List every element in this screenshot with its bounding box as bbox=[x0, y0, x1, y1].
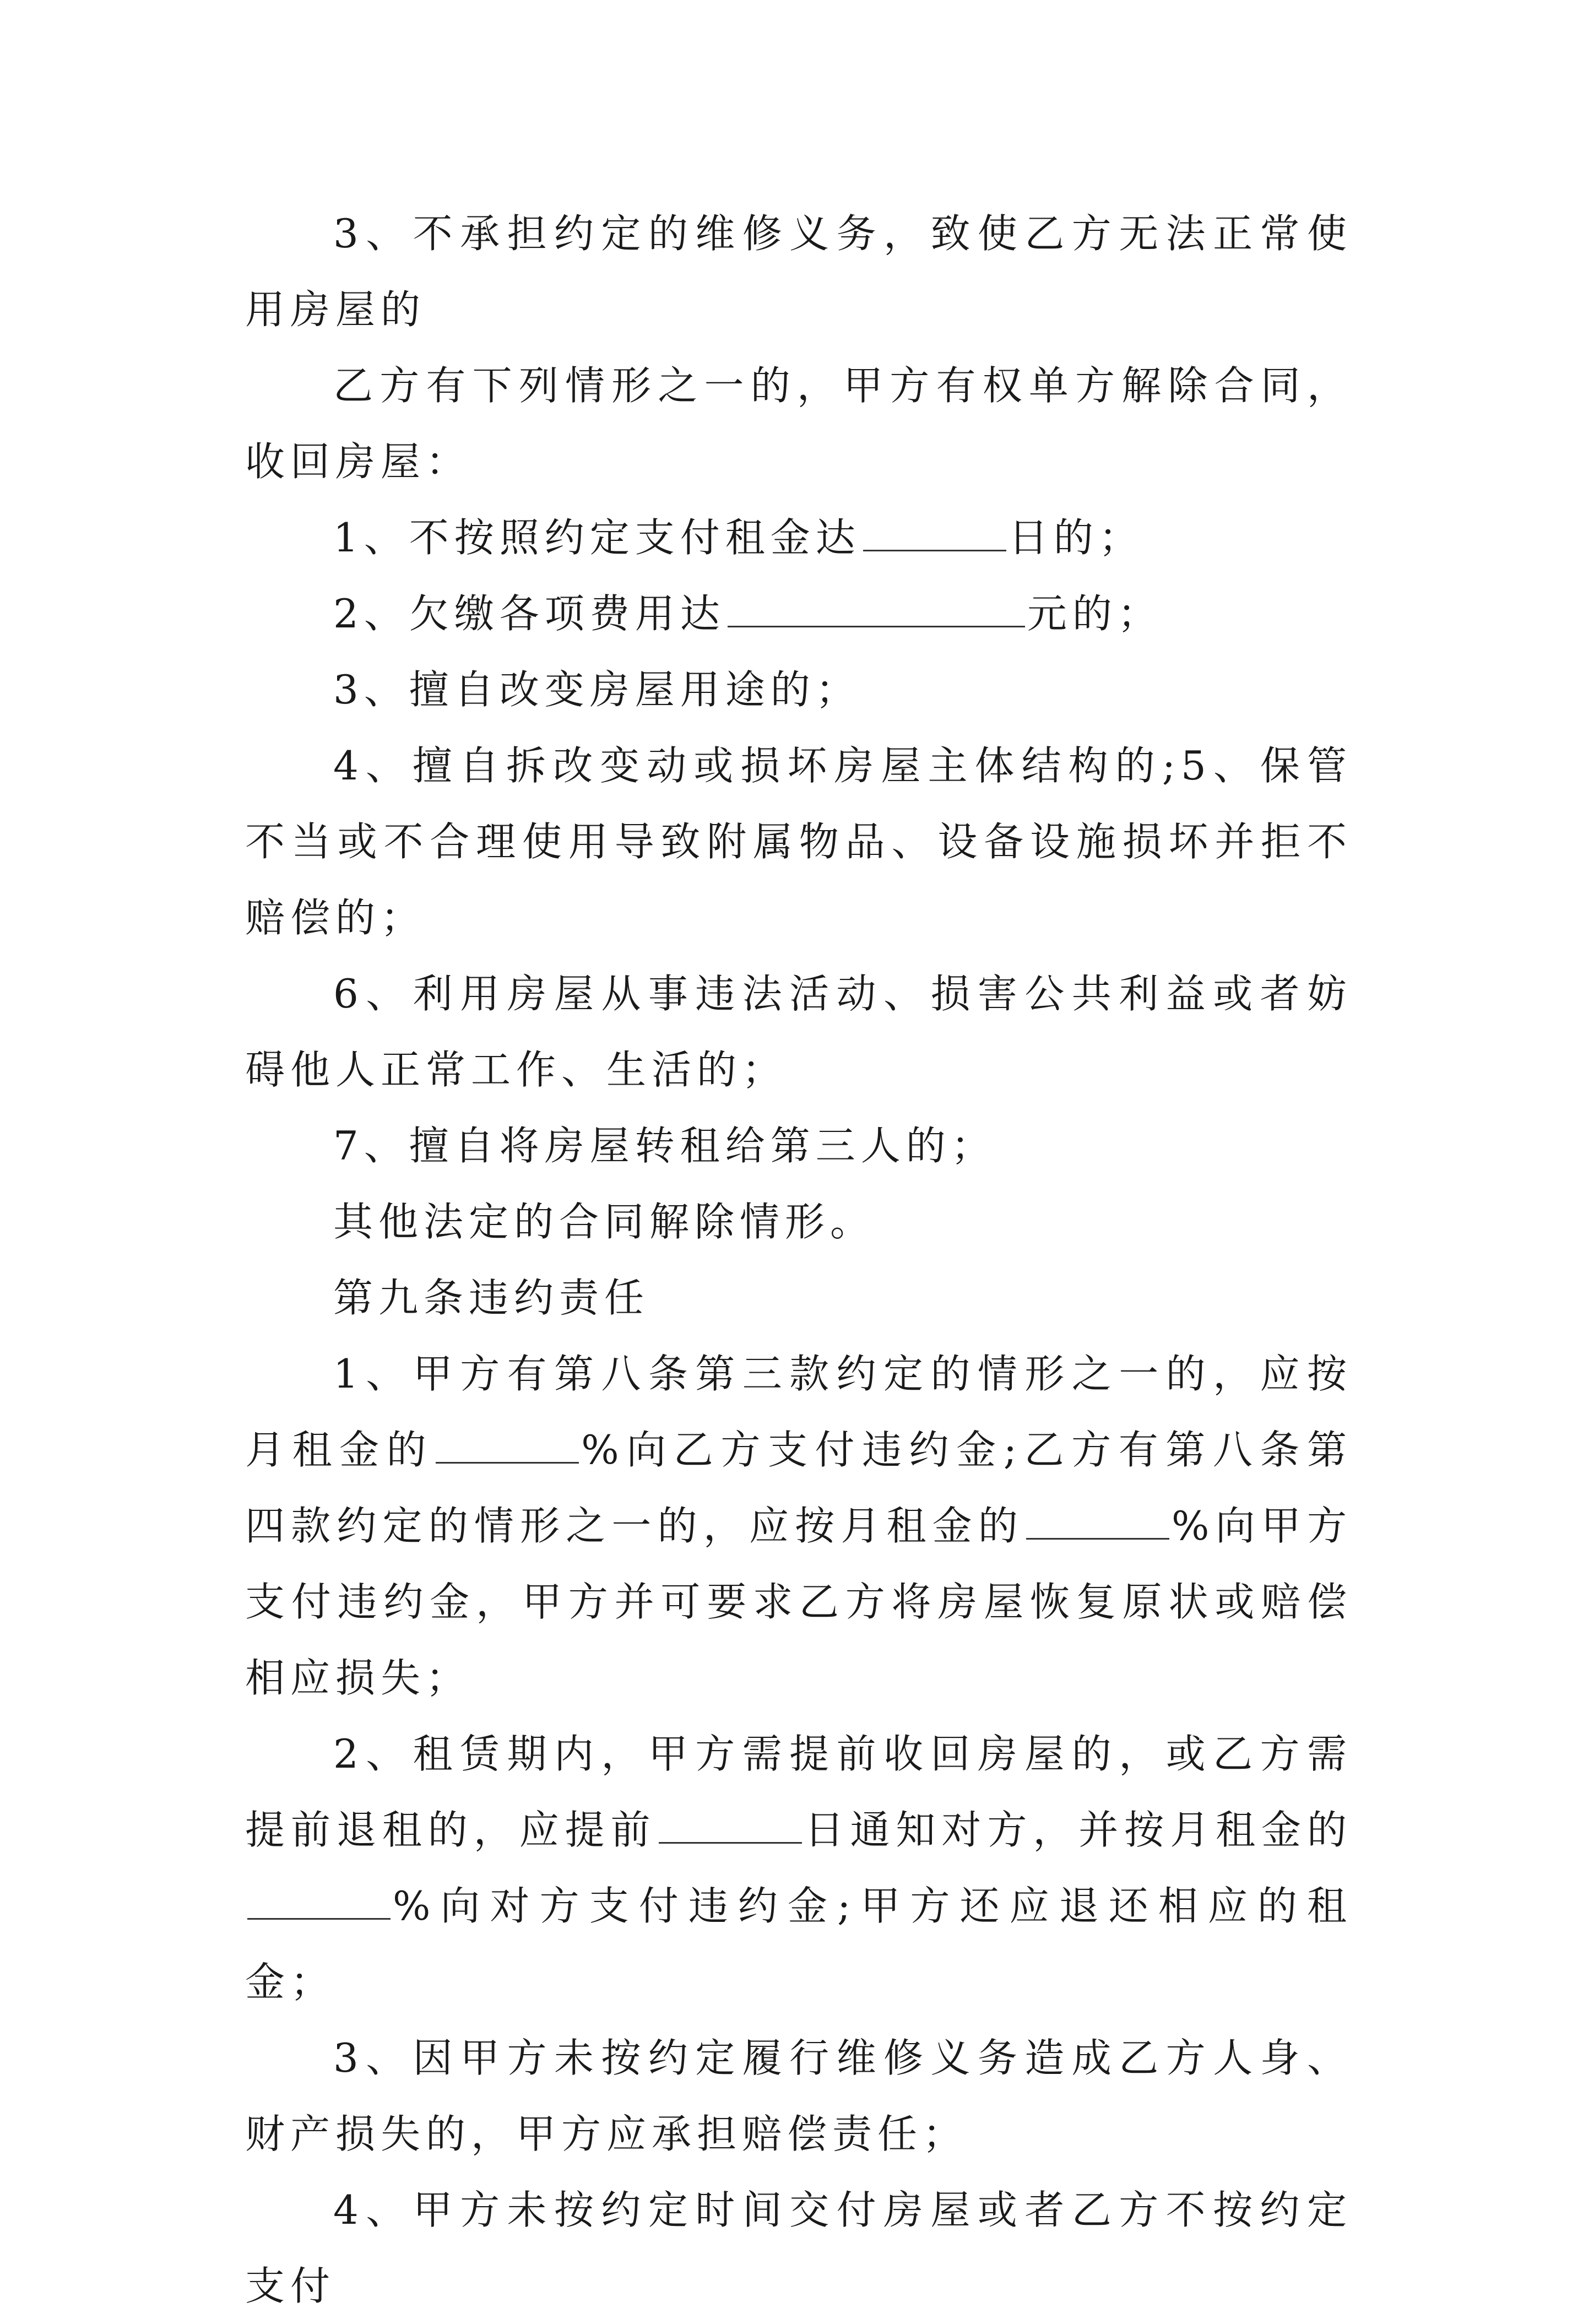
fill-in-blank bbox=[863, 516, 1006, 551]
fill-in-blank bbox=[659, 1808, 802, 1844]
paragraph-fees-overdue: 2、欠缴各项费用达 元的； bbox=[333, 591, 1163, 637]
paragraph-early-termination: 2、租赁期内，甲方需提前收回房屋的，或乙方需提前退租的，应提前 日通知对方，并按月租金的%向对方支付违约金;甲方还应退还相应的租金； bbox=[245, 1731, 1352, 2005]
paragraph-liquidated-damages: 1、甲方有第八条第三款约定的情形之一的，应按月租金的 %向乙方支付违约金;乙方有第八条第四款约定的情形之一的，应按月租金的 %向甲方支付违约金，甲方并可要求乙方将房屋恢复原状或赔偿相应损失； bbox=[245, 1351, 1352, 1701]
paragraph-structure-damage: 4、擅自拆改变动或损坏房屋主体结构的;5、保管不当或不合理使用导致附属物品、设备设施损坏并拒不赔偿的； bbox=[245, 743, 1352, 941]
fill-in-blank bbox=[247, 1884, 391, 1920]
fill-in-blank bbox=[1026, 1504, 1169, 1540]
paragraph-illegal-activity: 6、利用房屋从事违法活动、损害公共利益或者妨碍他人正常工作、生活的； bbox=[245, 971, 1352, 1093]
paragraph-change-usage: 3、擅自改变房屋用途的； bbox=[333, 667, 861, 713]
document-body bbox=[245, 196, 1352, 2324]
paragraph-rent-overdue: 1、不按照约定支付租金达 日的； bbox=[333, 514, 1144, 561]
paragraph-other-termination: 其他法定的合同解除情形。 bbox=[333, 1199, 876, 1245]
paragraph-tenant-termination-intro: 乙方有下列情形之一的，甲方有权单方解除合同，收回房屋： bbox=[245, 362, 1352, 485]
paragraph-repair-compensation: 3、因甲方未按约定履行维修义务造成乙方人身、财产损失的，甲方应承担赔偿责任； bbox=[245, 2035, 1352, 2157]
fill-in-blank bbox=[728, 592, 1025, 627]
paragraph-sublease: 7、擅自将房屋转租给第三人的； bbox=[333, 1123, 996, 1169]
section-heading-liability: 第九条违约责任 bbox=[333, 1275, 650, 1321]
paragraph-repair-obligation: 3、不承担约定的维修义务，致使乙方无法正常使用房屋的 bbox=[245, 210, 1352, 333]
fill-in-blank bbox=[436, 1428, 579, 1464]
paragraph-late-delivery: 4、甲方未按约定时间交付房屋或者乙方不按约定支付 bbox=[245, 2187, 1352, 2309]
